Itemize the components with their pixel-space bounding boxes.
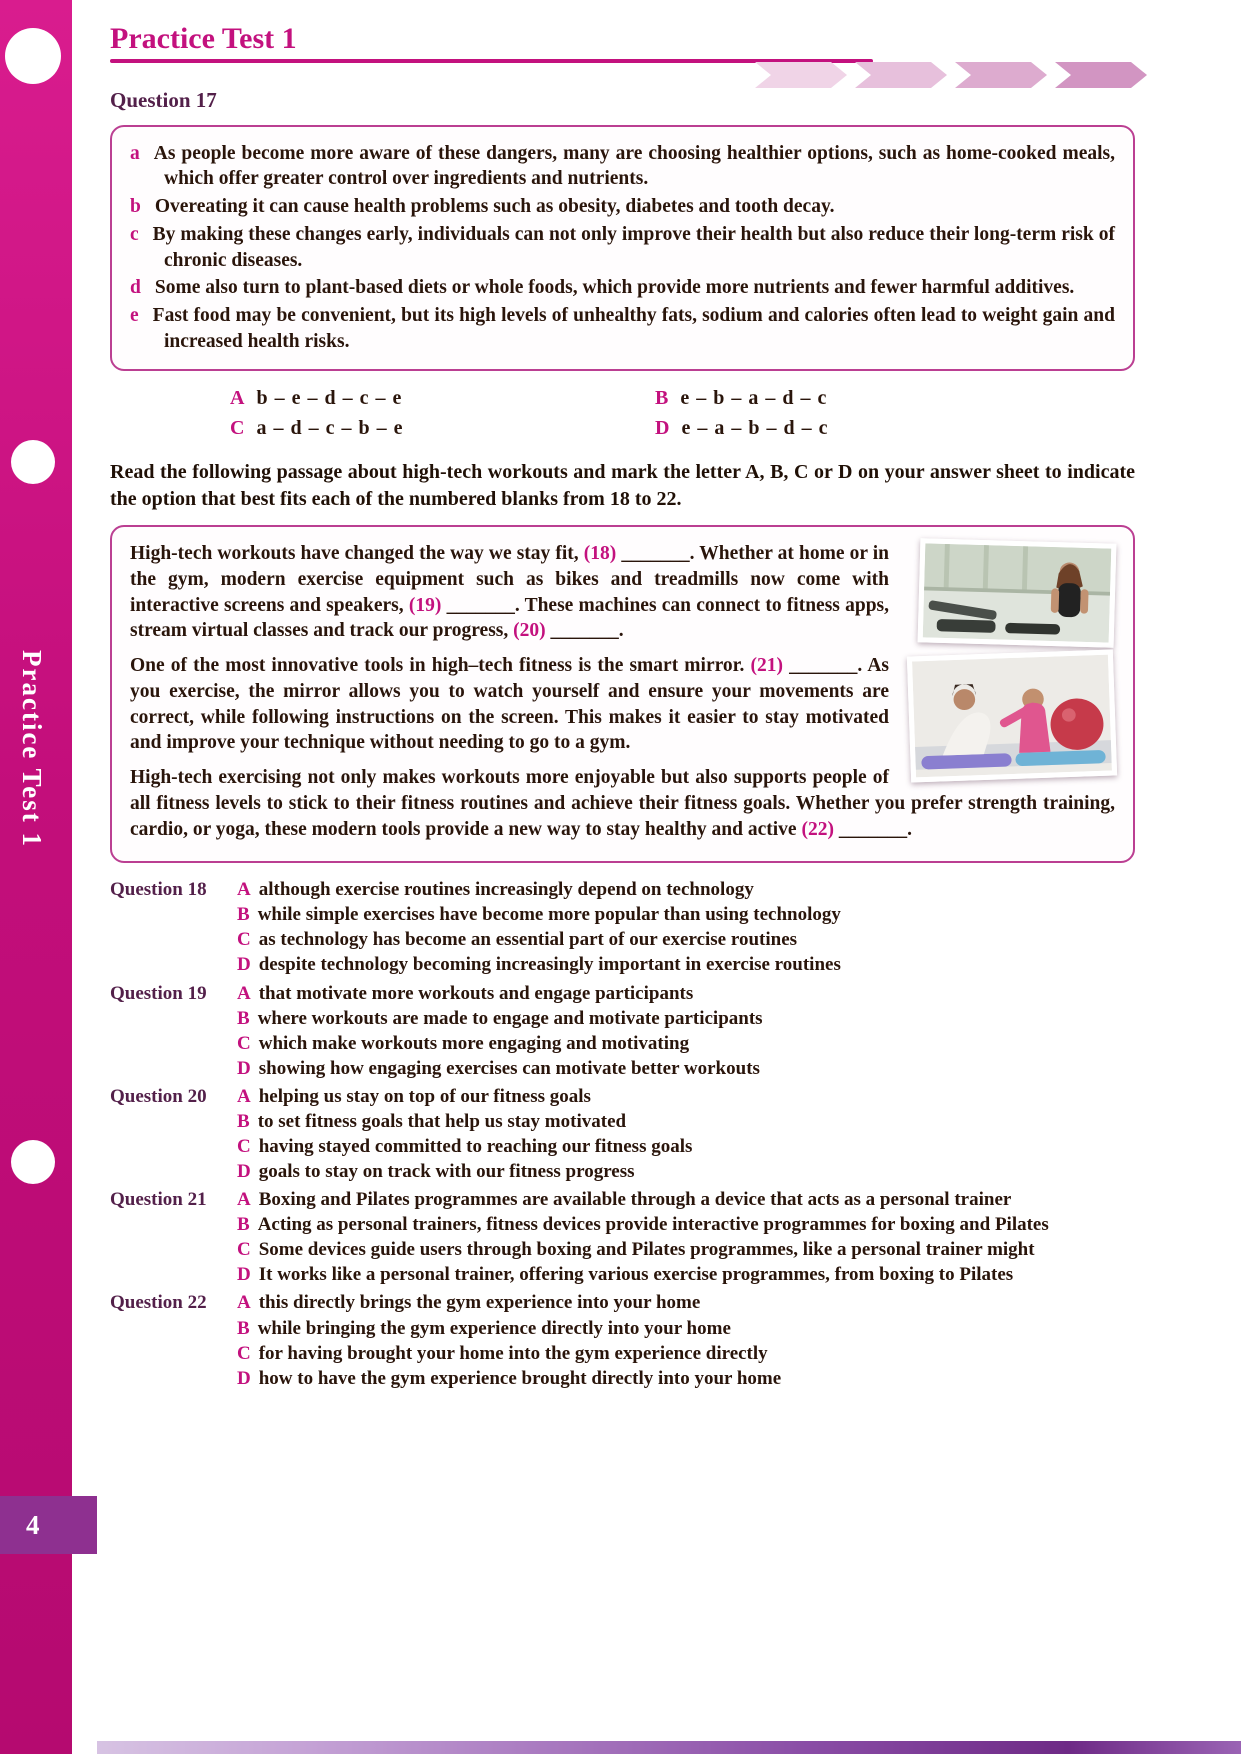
option-B xyxy=(237,902,1135,927)
option-text: where workouts are made to engage and motivate participants xyxy=(257,1007,763,1029)
question-17-heading: Question 17 xyxy=(110,88,217,112)
chevron-decoration xyxy=(755,62,847,88)
sentence-item-e xyxy=(130,303,1115,354)
binder-hole xyxy=(5,28,61,84)
blank-22: (22) xyxy=(801,818,834,840)
question-17-answer-options xyxy=(110,385,1135,442)
item-letter: c xyxy=(130,223,139,245)
chevron-decoration xyxy=(855,62,947,88)
question-options xyxy=(237,877,1135,977)
item-letter: b xyxy=(130,196,141,218)
item-text: By making these changes early, individuals can not only improve their health but also reduce their long-term risk of chronic diseases. xyxy=(152,223,1115,271)
question-label: Question 18 xyxy=(110,879,207,901)
option-A xyxy=(237,1187,1135,1212)
option-D xyxy=(237,1056,1135,1081)
question-19 xyxy=(110,981,1135,1081)
option-letter: B xyxy=(237,1317,250,1339)
answer-option-D xyxy=(655,415,1135,441)
sentence-item-a xyxy=(130,141,1115,192)
option-text: goals to stay on track with our fitness progress xyxy=(258,1161,635,1183)
option-letter: A xyxy=(237,879,251,901)
item-text: Some also turn to plant-based diets or whole foods, which provide more nutrients and fewer harmful additives. xyxy=(154,277,1075,299)
item-letter: a xyxy=(130,142,140,164)
question-options xyxy=(237,981,1135,1081)
question-21 xyxy=(110,1187,1135,1287)
answer-option-A xyxy=(230,385,655,411)
question-options xyxy=(237,1084,1135,1184)
option-A xyxy=(237,877,1135,902)
question-label: Question 22 xyxy=(110,1292,207,1314)
option-text: It works like a personal trainer, offering various exercise programmes, from boxing to Pilates xyxy=(258,1264,1014,1286)
passage-box xyxy=(110,525,1135,863)
option-D xyxy=(237,952,1135,977)
option-C xyxy=(237,927,1135,952)
option-text: that motivate more workouts and engage participants xyxy=(258,982,694,1004)
option-D xyxy=(237,1159,1135,1184)
answer-option-B xyxy=(655,385,1135,411)
question-17-sentence-box xyxy=(110,125,1135,371)
option-A xyxy=(237,981,1135,1006)
page-content xyxy=(110,0,1135,1391)
option-letter: B xyxy=(237,904,250,926)
option-letter: C xyxy=(237,1032,251,1054)
passage-text: _______. These machines can connect to fitness apps, stream virtual classes and track our progress, xyxy=(130,594,889,642)
option-A xyxy=(237,1084,1135,1109)
option-letter: D xyxy=(237,1161,251,1183)
passage-photos xyxy=(903,541,1115,779)
option-C xyxy=(237,1134,1135,1159)
option-letter: A xyxy=(237,1085,251,1107)
question-20 xyxy=(110,1084,1135,1184)
question-label: Question 19 xyxy=(110,982,207,1004)
sidebar-band xyxy=(0,0,72,1754)
section-instruction: Read the following passage about high-tech workouts and mark the letter A, B, C or D on your answer sheet to indicate the option that best fits each of the numbered blanks from 18 to 22. xyxy=(110,461,1135,510)
item-letter: d xyxy=(130,277,141,299)
option-sequence: a – d – c – b – e xyxy=(256,416,404,439)
question-options xyxy=(237,1187,1135,1287)
option-letter: B xyxy=(237,1110,250,1132)
option-B xyxy=(237,1316,1135,1341)
blank-19: (19) xyxy=(408,594,442,616)
option-text: having stayed committed to reaching our fitness goals xyxy=(258,1136,693,1158)
question-label: Question 21 xyxy=(110,1189,207,1211)
gym-treadmill-illustration xyxy=(923,544,1112,643)
questions-section xyxy=(110,877,1135,1391)
option-text: for having brought your home into the gym experience directly xyxy=(258,1342,768,1364)
option-letter: B xyxy=(237,1214,250,1236)
option-letter: C xyxy=(237,1136,251,1158)
sentence-item-b xyxy=(130,194,1115,220)
option-sequence: e – b – a – d – c xyxy=(680,386,828,409)
option-sequence: b – e – d – c – e xyxy=(256,386,403,409)
chevron-decoration xyxy=(955,62,1047,88)
option-text: while simple exercises have become more popular than using technology xyxy=(257,904,841,926)
sidebar-vertical-title: Practice Test 1 xyxy=(17,650,47,848)
option-text: although exercise routines increasingly depend on technology xyxy=(258,879,754,901)
option-D xyxy=(237,1262,1135,1287)
blank-21: (21) xyxy=(750,655,784,677)
option-letter: C xyxy=(237,1342,251,1364)
item-letter: e xyxy=(130,305,139,327)
mat-exercise-illustration xyxy=(912,655,1112,778)
option-text: showing how engaging exercises can motivate better workouts xyxy=(258,1057,760,1079)
option-text: to set fitness goals that help us stay motivated xyxy=(257,1110,627,1132)
passage-text: _______. xyxy=(545,620,624,642)
option-letter: D xyxy=(237,1264,251,1286)
page-header xyxy=(110,22,1135,63)
passage-text: _______. Whether at home or in the gym, modern exercise equipment such as bikes and treadmills now come with interactive screens and speakers, xyxy=(130,543,889,616)
page-title: Practice Test 1 xyxy=(110,22,297,55)
passage-text: High-tech exercising not only makes workouts more enjoyable but also supports people of all fitness levels to stick to their fitness routines and achieve their fitness goals. Whether you prefer strength training, cardio, or yoga, these modern tools provide a new way to stay healthy and active xyxy=(130,767,1115,840)
option-B xyxy=(237,1109,1135,1134)
option-text: while bringing the gym experience directly into your home xyxy=(257,1317,731,1339)
option-letter: D xyxy=(237,1057,251,1079)
mat-exercise-photo xyxy=(907,650,1117,783)
footer-gradient-strip xyxy=(97,1741,1241,1754)
chevron-decoration xyxy=(1055,62,1147,88)
option-C xyxy=(237,1341,1135,1366)
page-number: 4 xyxy=(0,1496,97,1554)
option-letter: C xyxy=(237,1239,251,1261)
passage-text: One of the most innovative tools in high–tech fitness is the smart mirror. xyxy=(130,655,751,677)
option-D xyxy=(237,1366,1135,1391)
option-letter: C xyxy=(237,929,251,951)
option-B xyxy=(237,1006,1135,1031)
option-text: Acting as personal trainers, fitness devices provide interactive programmes for boxing and Pilates xyxy=(257,1214,1049,1236)
option-C xyxy=(237,1237,1135,1262)
item-text: As people become more aware of these dangers, many are choosing healthier options, such as home-cooked meals, which offer greater control over ingredients and nutrients. xyxy=(153,142,1115,190)
passage-text: High-tech workouts have changed the way we stay fit, xyxy=(130,543,584,565)
item-text: Fast food may be convenient, but its high levels of unhealthy fats, sodium and calories often lead to weight gain and increased health risks. xyxy=(152,305,1115,352)
question-18 xyxy=(110,877,1135,977)
blank-20: (20) xyxy=(513,620,546,642)
option-letter: B xyxy=(655,386,669,409)
option-text: helping us stay on top of our fitness goals xyxy=(258,1085,591,1107)
question-22 xyxy=(110,1290,1135,1390)
passage-text: _______. As you exercise, the mirror allows you to watch yourself and ensure your movements are correct, while following instructions on the screen. This makes it easier to stay motivated and improve your technique without needing to go to a gym. xyxy=(130,655,889,754)
binder-hole xyxy=(11,440,55,484)
option-letter: A xyxy=(237,1292,251,1314)
option-text: Boxing and Pilates programmes are available through a device that acts as a personal trainer xyxy=(258,1189,1012,1211)
blank-18: (18) xyxy=(583,543,617,565)
option-text: as technology has become an essential part of our exercise routines xyxy=(258,929,798,951)
option-text: Some devices guide users through boxing and Pilates programmes, like a personal trainer might xyxy=(258,1239,1035,1261)
question-options xyxy=(237,1290,1135,1390)
sentence-item-d xyxy=(130,275,1115,301)
gym-treadmill-photo xyxy=(918,538,1117,647)
option-letter: A xyxy=(230,386,245,409)
option-letter: A xyxy=(237,982,251,1004)
question-label: Question 20 xyxy=(110,1085,207,1107)
option-A xyxy=(237,1290,1135,1315)
binder-hole xyxy=(11,1140,55,1184)
option-B xyxy=(237,1212,1135,1237)
option-text: how to have the gym experience brought directly into your home xyxy=(258,1367,782,1389)
option-letter: C xyxy=(230,416,245,439)
option-sequence: e – a – b – d – c xyxy=(681,416,829,439)
option-text: which make workouts more engaging and motivating xyxy=(258,1032,690,1054)
passage-text: _______. xyxy=(833,818,912,840)
sentence-item-c xyxy=(130,222,1115,273)
item-text: Overeating it can cause health problems such as obesity, diabetes and tooth decay. xyxy=(154,196,835,218)
option-letter: D xyxy=(655,416,670,439)
option-letter: D xyxy=(237,954,251,976)
answer-option-C xyxy=(230,415,655,441)
option-letter: B xyxy=(237,1007,250,1029)
option-letter: A xyxy=(237,1189,251,1211)
option-text: despite technology becoming increasingly important in exercise routines xyxy=(258,954,841,976)
header-chevron-ribbon xyxy=(755,62,1147,88)
option-C xyxy=(237,1031,1135,1056)
option-letter: D xyxy=(237,1367,251,1389)
option-text: this directly brings the gym experience into your home xyxy=(258,1292,701,1314)
